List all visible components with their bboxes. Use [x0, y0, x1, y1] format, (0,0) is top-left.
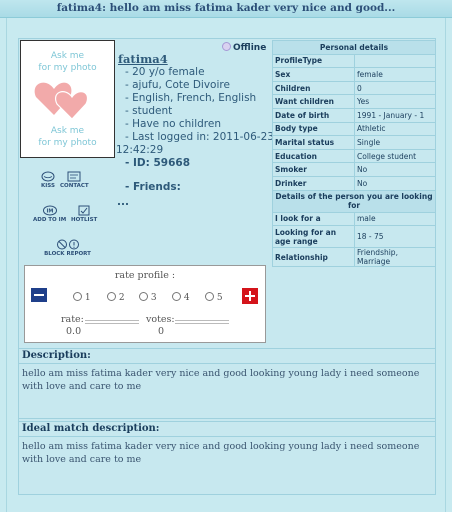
hearts-icon	[20, 37, 115, 155]
table-row	[273, 163, 436, 177]
hotlist-icon	[76, 205, 92, 216]
table-row	[273, 212, 436, 226]
profile-children: - Have no children	[125, 118, 222, 130]
friends-label: - Friends:	[125, 181, 181, 193]
table-row	[273, 122, 436, 136]
rating-option-4[interactable]	[172, 292, 190, 303]
table-row	[273, 149, 436, 163]
kiss-button[interactable]	[40, 171, 56, 190]
ideal-match-text: hello am miss fatima kader very nice and good looking young lady i need someone with love and care to me	[18, 436, 436, 495]
table-row	[273, 68, 436, 82]
votes-bar	[175, 320, 229, 324]
contact-button[interactable]	[60, 171, 89, 190]
rate-down-button[interactable]	[31, 288, 47, 302]
table-row	[273, 95, 436, 109]
detail-key: Date of birth	[273, 108, 355, 122]
page-title: fatima4: hello am miss fatima kader very nice and good...	[0, 0, 452, 18]
detail-key: Want children	[273, 95, 355, 109]
rate-bar	[85, 320, 139, 324]
table-row	[273, 226, 436, 248]
detail-value: Single	[355, 136, 436, 150]
detail-key: Drinker	[273, 176, 355, 190]
profile-id-label: - ID:	[125, 157, 150, 169]
detail-value: 0	[355, 81, 436, 95]
table-row	[273, 81, 436, 95]
hotlist-label: HOTLIST	[71, 217, 98, 223]
block-report-button[interactable]	[40, 239, 95, 258]
rate-label: rate:	[61, 314, 84, 325]
votes-value: 0	[158, 326, 165, 337]
detail-key: Relationship	[273, 248, 355, 267]
rate-up-button[interactable]	[242, 288, 258, 304]
rating-option-2[interactable]	[107, 292, 125, 303]
table-row	[273, 108, 436, 122]
online-status	[222, 42, 266, 53]
profile-languages: - English, French, English	[125, 92, 257, 104]
status-label: Offline	[233, 43, 267, 53]
photo-request-text-bottom: Ask me for my photo	[38, 126, 97, 148]
rating-widget	[24, 265, 266, 343]
rating-option-label: 5	[216, 293, 223, 303]
ideal-match-title: Ideal match description:	[18, 421, 436, 436]
profile-location: - ajufu, Cote Divoire	[125, 79, 230, 91]
add-to-im-button[interactable]	[33, 205, 66, 224]
profile-id	[125, 157, 272, 170]
contact-label: CONTACT	[60, 183, 89, 189]
detail-key: Education	[273, 149, 355, 163]
description-text: hello am miss fatima kader very nice and good looking young lady i need someone with love and care to me	[18, 363, 436, 419]
rating-option-label: 3	[150, 293, 157, 303]
kiss-icon	[40, 171, 56, 182]
profile-last-login: - Last logged in: 2011-06-23	[125, 131, 274, 143]
table-row	[273, 248, 436, 267]
svg-text:IM: IM	[46, 208, 53, 215]
photo-request-text-top: Ask me for my photo	[38, 51, 97, 73]
detail-value: 18 - 75	[355, 226, 436, 248]
table-row	[273, 176, 436, 190]
personal-details-header: Personal details	[273, 41, 436, 55]
profile-id-value: 59668	[153, 157, 191, 169]
rating-option-label: 1	[84, 293, 91, 303]
radio-icon	[205, 292, 214, 301]
detail-value: female	[355, 68, 436, 82]
detail-key: Marital status	[273, 136, 355, 150]
kiss-label: KISS	[41, 183, 55, 189]
looking-for-header: Details of the person you are looking for	[273, 190, 436, 212]
profile-name-link[interactable]: fatima4	[118, 52, 168, 66]
status-dot-icon	[222, 42, 231, 51]
radio-icon	[139, 292, 148, 301]
rating-title: rate profile :	[114, 270, 176, 281]
rating-option-5[interactable]	[205, 292, 223, 303]
detail-value: Yes	[355, 95, 436, 109]
detail-key: Looking for an age range	[273, 226, 355, 248]
profile-summary	[118, 53, 272, 209]
contact-icon	[66, 171, 82, 182]
detail-key: Smoker	[273, 163, 355, 177]
detail-key: Sex	[273, 68, 355, 82]
description-title: Description:	[18, 348, 436, 363]
radio-icon	[107, 292, 116, 301]
detail-key: I look for a	[273, 212, 355, 226]
rate-value: 0.0	[66, 326, 82, 337]
im-icon	[42, 205, 58, 216]
detail-value: No	[355, 163, 436, 177]
profile-age: - 20 y/o female	[125, 66, 205, 78]
detail-key: Body type	[273, 122, 355, 136]
detail-key: Children	[273, 81, 355, 95]
block-report-label: BLOCK REPORT	[44, 251, 91, 257]
block-icon	[55, 239, 81, 250]
table-row	[273, 54, 436, 68]
profile-last-login-time: 12:42:29	[116, 144, 164, 156]
detail-value	[355, 54, 436, 68]
friends-ellipsis: ...	[117, 196, 129, 208]
radio-icon	[73, 292, 82, 301]
detail-value: College student	[355, 149, 436, 163]
detail-key: ProfileType	[273, 54, 355, 68]
detail-value: male	[355, 212, 436, 226]
detail-value: No	[355, 176, 436, 190]
rating-option-label: 2	[118, 293, 125, 303]
add-to-im-label: ADD TO IM	[33, 217, 67, 223]
rating-option-label: 4	[183, 293, 190, 303]
votes-label: votes:	[146, 314, 175, 325]
detail-value: Friendship, Marriage	[355, 248, 436, 267]
profile-occupation: - student	[125, 105, 173, 117]
radio-icon	[172, 292, 181, 301]
personal-details-table	[272, 40, 436, 267]
detail-value: 1991 - January - 1	[355, 108, 436, 122]
rating-option-1[interactable]	[73, 292, 91, 303]
hotlist-button[interactable]	[71, 205, 97, 224]
detail-value: Athletic	[355, 122, 436, 136]
rating-option-3[interactable]	[139, 292, 157, 303]
table-row	[273, 136, 436, 150]
